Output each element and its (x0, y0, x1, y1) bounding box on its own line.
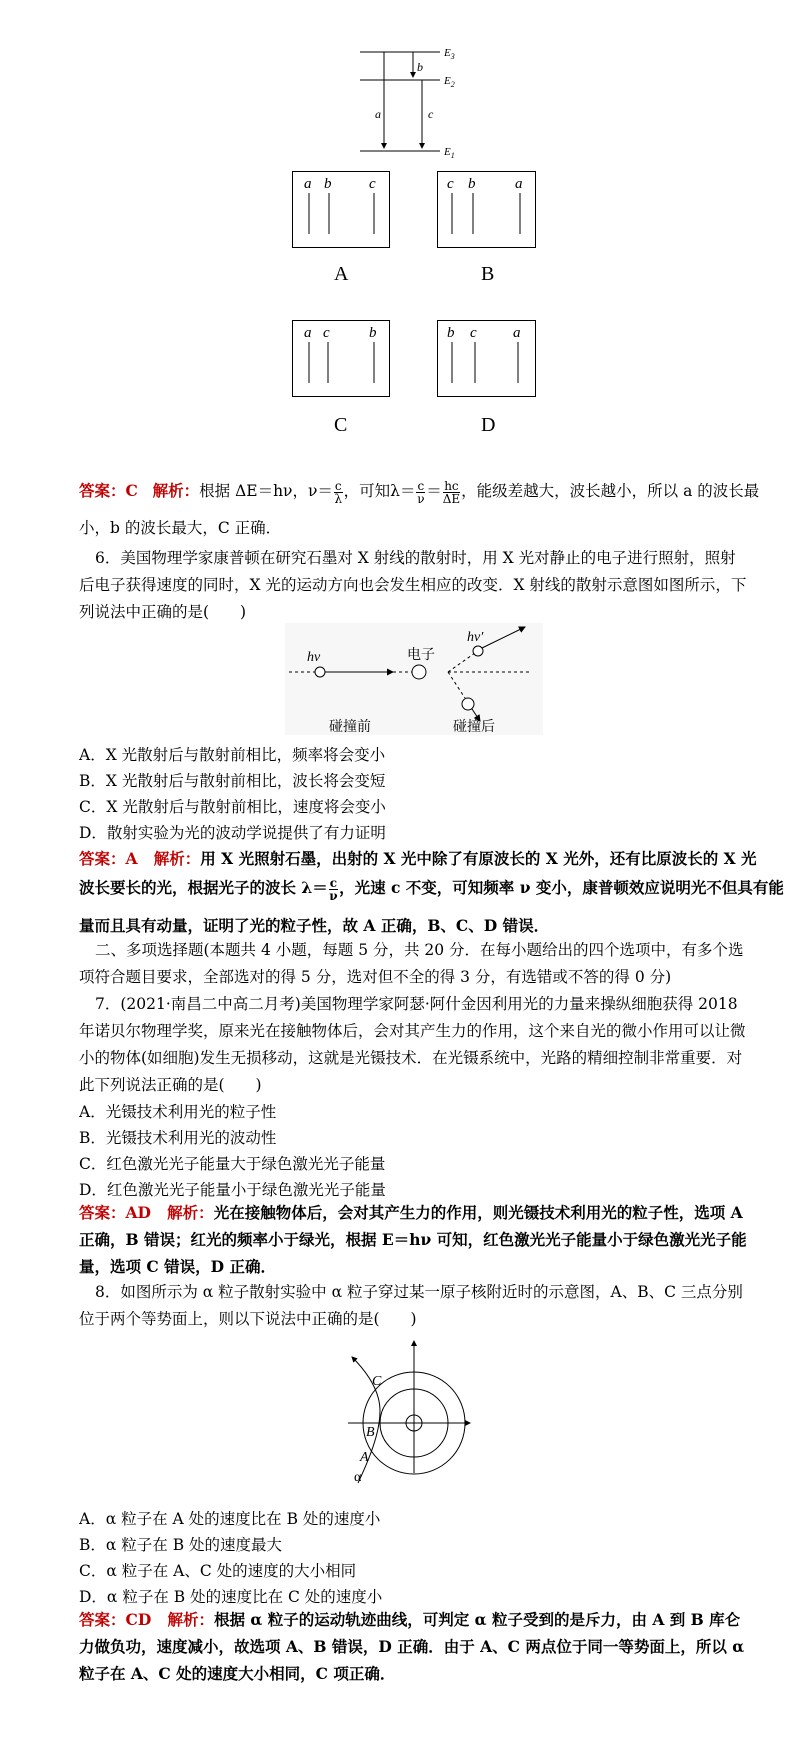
analysis-text: 根据 ΔE＝hν，ν＝ (199, 482, 333, 500)
q6-option-c: C．X 光散射后与散射前相比，速度将会变小 (79, 798, 386, 816)
spectrum-line-label: c (369, 176, 376, 192)
fraction: $\frac{c}{\lambda}$ (334, 478, 343, 506)
analysis-text: 根据 α 粒子的运动轨迹曲线，可判定 α 粒子受到的是斥力，由 A 到 B 库仑力做负功，速度减小，故选项 A、B 错误，D 正确．由于 A、C 两点位于同一等势面上，所以 α 粒子在 A、C 处的速度大小相同，C 项正确． (79, 1610, 745, 1683)
q6-stem: 6．美国物理学家康普顿在研究石墨对 X 射线的散射时，用 X 光对静止的电子进行照射，照射后电子获得速度的同时，X 光的运动方向也会发生相应的改变．X 射线的散射示意图如图所示，下列说法中正确的是( ) (79, 549, 747, 621)
answer-label: 答案：CD (79, 1610, 152, 1629)
spectrum-line-label: b (324, 176, 332, 192)
section-2-heading: 二、多项选择题(本题共 4 小题，每题 5 分，共 20 分．在每小题给出的四个选项中，有多个选项符合题目要求，全部选对的得 5 分，选对但不全的得 3 分，有选错或不答的得 0 分) (79, 941, 744, 986)
q6-answer-line1 (79, 847, 757, 869)
spectrum-line-label: a (304, 325, 312, 341)
spectrum-line-label: c (447, 176, 454, 192)
spectrum-label: C (334, 414, 348, 436)
q7-option-a: A．光镊技术利用光的粒子性 (79, 1103, 277, 1121)
q8-option-b: B．α 粒子在 B 处的速度最大 (79, 1536, 283, 1554)
q8-option-c: C．α 粒子在 A、C 处的速度的大小相同 (79, 1562, 357, 1580)
q5-answer-line2: 小，b 的波长最大，C 正确． (79, 519, 282, 537)
analysis-label: 解析： (152, 481, 200, 500)
spectrum-line-label: c (470, 325, 477, 341)
spectrum-label: A (334, 263, 349, 285)
answer-label: 答案：A (79, 849, 138, 868)
spectrum-line-label: b (369, 325, 377, 341)
q8-option-a: A．α 粒子在 A 处的速度比在 B 处的速度小 (79, 1510, 381, 1528)
point-c-label: C (372, 1374, 382, 1389)
q8-answer (79, 1606, 747, 1687)
q6-option-a: A．X 光散射后与散射前相比，频率将会变小 (79, 746, 386, 764)
analysis-text: 波长要长的光，根据光子的波长 λ＝ (79, 878, 328, 897)
q6-option-d: D．散射实验为光的波动学说提供了有力证明 (79, 824, 386, 842)
q6-option-b: B．X 光散射后与散射前相比，波长将会变短 (79, 772, 386, 790)
point-a-label: A (360, 1450, 369, 1465)
analysis-text: ＝ (426, 482, 442, 500)
q8-stem: 8．如图所示为 α 粒子散射实验中 α 粒子穿过某一原子核附近时的示意图，A、B、C 三点分别位于两个等势面上，则以下说法中正确的是( ) (79, 1283, 743, 1328)
fraction: $\frac{c}{\nu}$ (417, 478, 425, 506)
q6-answer-line3: 量而且具有动量，证明了光的粒子性，故 A 正确，B、C、D 错误． (79, 916, 550, 935)
analysis-label: 解析： (167, 1203, 214, 1222)
q5-answer-line1 (79, 479, 759, 505)
q6-answer-line2 (79, 876, 784, 902)
answer-label: 答案：C (79, 481, 138, 500)
electron-label: 电子 (407, 648, 435, 663)
hv-prime-label: hν′ (467, 630, 484, 645)
hv-label: hν (307, 650, 321, 665)
fraction: $\frac{hc}{\Delta E}$ (442, 478, 461, 506)
compton-scattering-diagram (285, 623, 545, 738)
transition-a-label: a (375, 107, 381, 121)
transition-b-label: b (417, 60, 423, 74)
analysis-text: ，能级差越大，波长越小，所以 a 的波长最 (461, 482, 760, 500)
q7-stem: 7．(2021·南昌二中高二月考)美国物理学家阿瑟·阿什金因利用光的力量来操纵细胞获得 2018 年诺贝尔物理学奖，原来光在接触物体后，会对其产生力的作用，这个来自光的微小作用可以让微小的物体(如细胞)发生无损移动，这就是光镊技术．在光镊系统中，光路的精细控制非常重要．对此下列说法正确的是( ) (79, 995, 746, 1094)
spectrum-line-label: c (323, 325, 330, 341)
analysis-text: ，可知λ＝ (343, 482, 416, 500)
energy-level-diagram (350, 40, 470, 160)
analysis-text: ，光速 c 不变，可知频率 ν 变小，康普顿效应说明光不但具有能 (339, 878, 784, 897)
e2-label: E (444, 75, 451, 87)
answer-label: 答案：AD (79, 1203, 151, 1222)
q7-option-d: D．红色激光光子能量小于绿色激光光子能量 (79, 1181, 386, 1199)
spectrum-line-label: b (468, 176, 476, 192)
analysis-label: 解析： (167, 1610, 214, 1629)
before-collision-label: 碰撞前 (329, 720, 371, 735)
spectrum-line-label: a (513, 325, 521, 341)
e1-label: E (444, 146, 451, 158)
svg-text:E1: $E_1$ (444, 146, 455, 160)
spectrum-line-label: b (447, 325, 455, 341)
e3-label: E (444, 47, 451, 59)
spectrum-label: D (481, 414, 496, 436)
spectrum-label: B (481, 263, 495, 285)
alpha-label: α (354, 1470, 362, 1485)
point-b-label: B (366, 1425, 375, 1440)
spectrum-line-label: a (515, 176, 523, 192)
alpha-scattering-diagram (340, 1335, 480, 1490)
q8-option-d: D．α 粒子在 B 处的速度比在 C 处的速度小 (79, 1588, 383, 1606)
q7-answer (79, 1199, 747, 1280)
svg-text:E3: $E_3$ (444, 47, 455, 61)
after-collision-label: 碰撞后 (453, 720, 495, 735)
q7-option-b: B．光镊技术利用光的波动性 (79, 1129, 277, 1147)
analysis-label: 解析： (153, 849, 201, 868)
svg-text:E2: $E_2$ (444, 75, 455, 89)
fraction: $\frac{c}{\nu}$ (329, 875, 338, 903)
analysis-text: 光在接触物体后，会对其产生力的作用，则光镊技术利用光的粒子性，选项 A 正确，B 错误；红光的频率小于绿光，根据 E＝hν 可知，红色激光光子能量小于绿色激光光子能量，选项 C 错误，D 正确． (79, 1203, 747, 1276)
analysis-text: 用 X 光照射石墨，出射的 X 光中除了有原波长的 X 光外，还有比原波长的 X 光 (200, 849, 757, 868)
transition-c-label: c (428, 107, 434, 121)
spectrum-line-label: a (304, 176, 312, 192)
q7-option-c: C．红色激光光子能量大于绿色激光光子能量 (79, 1155, 386, 1173)
